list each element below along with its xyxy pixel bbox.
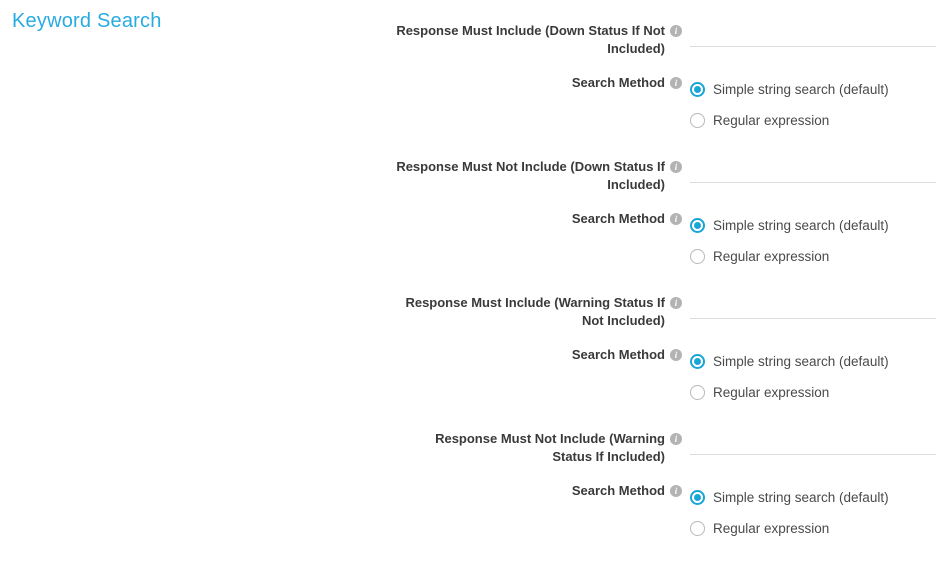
radio-option[interactable] xyxy=(690,241,942,272)
form-row-response-must-not-include-warning xyxy=(0,430,942,466)
form-row-search-method-2 xyxy=(0,210,942,272)
field-label xyxy=(0,158,690,194)
field-label-text: Search Method xyxy=(571,75,665,90)
radio-simple-string-search[interactable] xyxy=(690,82,705,97)
field-label xyxy=(0,346,690,364)
field-label xyxy=(0,430,690,466)
radio-regular-expression[interactable] xyxy=(690,249,705,264)
field-label-text: Search Method xyxy=(571,483,665,498)
field-control xyxy=(690,22,942,47)
info-icon[interactable]: i xyxy=(670,161,682,173)
radio-label: Simple string search (default) xyxy=(713,218,889,233)
form-row-search-method-4 xyxy=(0,482,942,544)
response-must-not-include-down-input[interactable] xyxy=(690,158,936,183)
radio-label: Regular expression xyxy=(713,113,830,128)
radio-option[interactable] xyxy=(690,513,942,544)
page-title: Keyword Search xyxy=(12,10,162,32)
radio-label: Regular expression xyxy=(713,521,830,536)
response-must-not-include-warning-input[interactable] xyxy=(690,430,936,455)
radio-label: Simple string search (default) xyxy=(713,82,889,97)
field-label xyxy=(0,482,690,500)
radio-label: Simple string search (default) xyxy=(713,490,889,505)
form-row-response-must-include-warning xyxy=(0,294,942,330)
info-icon[interactable]: i xyxy=(670,433,682,445)
radio-regular-expression[interactable] xyxy=(690,385,705,400)
response-must-include-down-input[interactable] xyxy=(690,22,936,47)
form-row-search-method-1 xyxy=(0,74,942,136)
radio-option[interactable] xyxy=(690,346,942,377)
field-label-text: Response Must Include (Warning Status If Not Included) xyxy=(405,295,665,328)
search-method-radio-group-1 xyxy=(690,74,942,136)
form-row-response-must-include-down xyxy=(0,22,942,58)
radio-simple-string-search[interactable] xyxy=(690,354,705,369)
field-label xyxy=(0,294,690,330)
radio-option[interactable] xyxy=(690,482,942,513)
radio-option[interactable] xyxy=(690,105,942,136)
field-label-text: Search Method xyxy=(571,347,665,362)
radio-regular-expression[interactable] xyxy=(690,521,705,536)
info-icon[interactable]: i xyxy=(670,77,682,89)
form-row-response-must-not-include-down xyxy=(0,158,942,194)
field-label-text: Response Must Not Include (Down Status If Included) xyxy=(396,159,665,192)
search-method-radio-group-2 xyxy=(690,210,942,272)
field-control xyxy=(690,158,942,183)
field-control xyxy=(690,294,942,319)
radio-option[interactable] xyxy=(690,74,942,105)
radio-option[interactable] xyxy=(690,210,942,241)
response-must-include-warning-input[interactable] xyxy=(690,294,936,319)
field-label-text: Response Must Include (Down Status If Not Included) xyxy=(396,23,665,56)
radio-simple-string-search[interactable] xyxy=(690,218,705,233)
search-method-radio-group-3 xyxy=(690,346,942,408)
info-icon[interactable]: i xyxy=(670,25,682,37)
field-label-text: Response Must Not Include (Warning Status If Included) xyxy=(435,431,665,464)
info-icon[interactable]: i xyxy=(670,349,682,361)
info-icon[interactable]: i xyxy=(670,213,682,225)
radio-regular-expression[interactable] xyxy=(690,113,705,128)
field-label xyxy=(0,22,690,58)
field-control xyxy=(690,430,942,455)
radio-label: Regular expression xyxy=(713,249,830,264)
info-icon[interactable]: i xyxy=(670,297,682,309)
radio-label: Simple string search (default) xyxy=(713,354,889,369)
field-label-text: Search Method xyxy=(571,211,665,226)
radio-option[interactable] xyxy=(690,377,942,408)
radio-label: Regular expression xyxy=(713,385,830,400)
field-label xyxy=(0,210,690,228)
radio-simple-string-search[interactable] xyxy=(690,490,705,505)
form-row-search-method-3 xyxy=(0,346,942,408)
info-icon[interactable]: i xyxy=(670,485,682,497)
search-method-radio-group-4 xyxy=(690,482,942,544)
field-label xyxy=(0,74,690,92)
